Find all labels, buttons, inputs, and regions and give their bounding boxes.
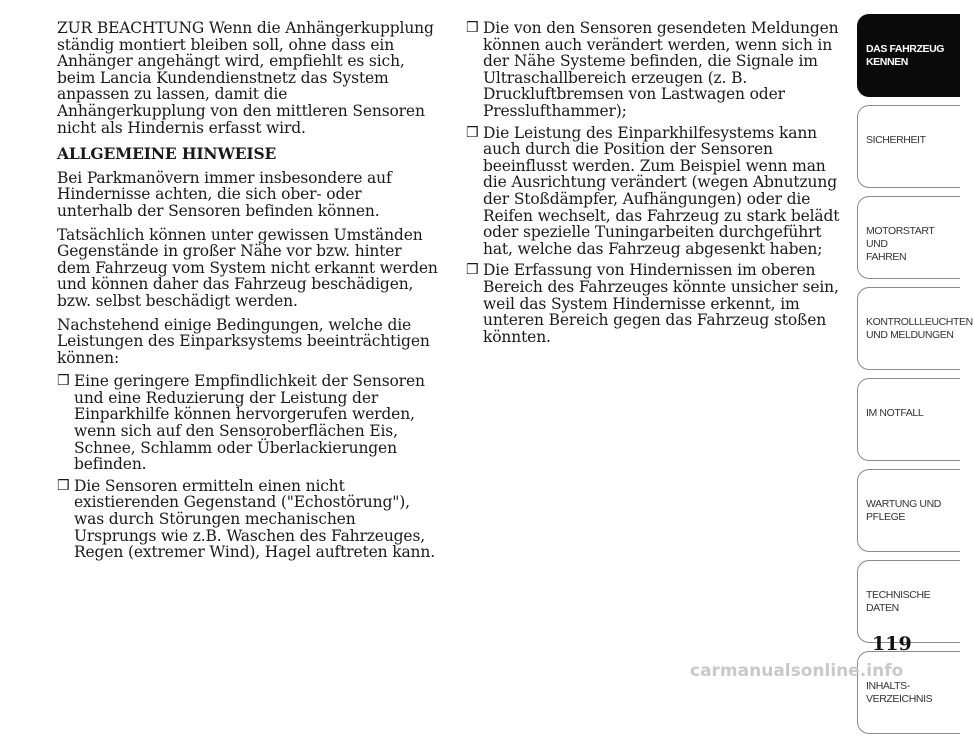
tab-label-line1: SICHERHEIT (866, 134, 926, 146)
tab-im-notfall[interactable] (857, 378, 960, 461)
note-paragraph: ZUR BEACHTUNG Wenn die Anhängerkupplung ständig montiert bleiben soll, ohne dass ein Anhänger angehängt wird, empfiehlt es sich, beim Lancia Kundendienstnetz das System anpassen zu lassen, damit die Anhängerkupplung von den mittleren Sensoren nicht als Hindernis erfasst wird. (57, 19, 434, 137)
bullet-text: Die von den Sensoren gesendeten Meldungen können auch verändert werden, wenn sich in der Nähe Systeme befinden, die Signale im Ultraschallbereich erzeugen (z. B. Druckluftbremsen von Lastwagen oder Presslufthammer); (483, 19, 839, 120)
bullet-item (466, 125, 844, 258)
checkbox-bullet-icon: ❒ (57, 477, 70, 494)
bullet-item (57, 373, 439, 473)
right-column (466, 20, 844, 350)
tab-label-line1: INHALTS- (866, 680, 910, 692)
tab-label-line2: FAHREN (866, 251, 907, 263)
tab-technische-daten[interactable] (857, 560, 960, 643)
bullet-text: Eine geringere Empfindlichkeit der Sensoren und eine Reduzierung der Leistung der Einparkhilfe können hervorgerufen werden, wenn sich auf den Sensoroberflächen Eis, Schnee, Schlamm oder Überlackierungen befinden. (74, 372, 425, 474)
checkbox-bullet-icon: ❒ (466, 20, 479, 36)
tab-label-line2: KENNEN (866, 56, 908, 68)
tab-sicherheit[interactable] (857, 105, 960, 188)
bullet-text: Die Leistung des Einparkhilfesystems kann auch durch die Position der Sensoren beeinflusst werden. Zum Beispiel wenn man die Ausrichtung verändert (wegen Abnutzung der Stoßdämpfer, Aufhängungen) oder die Reifen wechselt, das Fahrzeug zu stark belädt oder spezielle Tuningarbeiten durchgeführt hat, welche das Fahrzeug abgesenkt haben; (483, 123, 840, 258)
tab-label-line2: UND MELDUNGEN (866, 329, 954, 341)
bullet-text: Die Erfassung von Hindernissen im oberen Bereich des Fahrzeuges könnte unsicher sein, weil das System Hindernisse erkennt, im unteren Bereich gegen das Fahrzeug stoßen könnten. (483, 261, 839, 346)
page-number: 119 (872, 633, 912, 655)
tab-motorstart-und-fahren[interactable] (857, 196, 960, 279)
section-heading: ALLGEMEINE HINWEISE (57, 144, 277, 164)
tab-label-line1: WARTUNG UND (866, 498, 941, 510)
checkbox-bullet-icon: ❒ (57, 373, 70, 390)
bullet-item (466, 20, 844, 120)
tab-das-fahrzeug-kennen[interactable] (857, 14, 960, 97)
tab-label-line2: DATEN (866, 602, 899, 614)
watermark: carmanualsonline.info (690, 661, 904, 681)
tab-label-line1: TECHNISCHE (866, 589, 931, 601)
tab-label-line1: KONTROLLLEUCHTEN (866, 316, 973, 328)
left-column (57, 20, 439, 566)
tab-label-line2: PFLEGE (866, 511, 906, 523)
bullet-item (57, 478, 439, 561)
tab-wartung-und-pflege[interactable] (857, 469, 960, 552)
tab-label-line1: IM NOTFALL (866, 407, 924, 419)
bullet-item (466, 262, 844, 345)
checkbox-bullet-icon: ❒ (466, 262, 479, 279)
tab-label-line1: DAS FAHRZEUG (866, 43, 945, 55)
checkbox-bullet-icon: ❒ (466, 124, 479, 141)
paragraph-1: Bei Parkmanövern immer insbesondere auf Hindernisse achten, die sich ober- oder unterhalb der Sensoren befinden können. (57, 168, 392, 220)
tab-label-line1: MOTORSTART UND (866, 225, 935, 250)
tab-kontrollleuchten[interactable] (857, 287, 973, 370)
tab-label-line2: VERZEICHNIS (866, 693, 933, 705)
paragraph-2: Tatsächlich können unter gewissen Umständen Gegenstände in großer Nähe vor bzw. hinter dem Fahrzeug vom System nicht erkannt werden und können daher das Fahrzeug beschädigen, bzw. selbst beschädigt werden. (57, 225, 438, 310)
paragraph-3: Nachstehend einige Bedingungen, welche die Leistungen des Einparksystems beeinträchtigen können: (57, 315, 430, 367)
bullet-text: Die Sensoren ermitteln einen nicht existierenden Gegenstand ("Echostörung"), was durch Störungen mechanischen Ursprungs wie z.B. Waschen des Fahrzeuges, Regen (extremer Wind), Hagel auftreten kann. (74, 476, 435, 562)
